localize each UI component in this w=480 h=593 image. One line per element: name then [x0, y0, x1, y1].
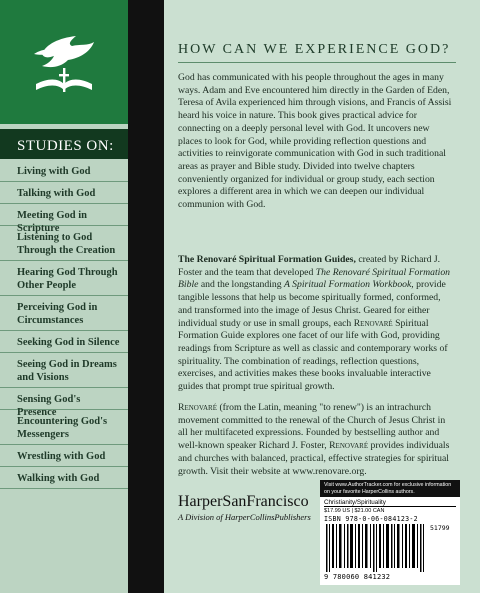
barcode-box [320, 497, 460, 585]
study-item: Living with God [0, 160, 128, 182]
barcode-icon [326, 524, 426, 572]
study-item: Meeting God in Scripture [0, 204, 128, 226]
publisher-name: HarperSanFrancisco [178, 493, 309, 510]
barcode-number: 9 780060 841232 [324, 573, 391, 581]
study-item: Walking with God [0, 467, 128, 489]
study-item: Listening to God Through the Creation [0, 226, 128, 261]
book-title-italic: A Spiritual Formation Workbook, [284, 279, 414, 291]
headline-rule [178, 62, 456, 63]
renovare-smallcaps: Renovaré [178, 402, 218, 413]
headline: HOW CAN WE EXPERIENCE GOD? [178, 42, 451, 57]
text-span: provide tangible lessons that help us become spiritually formed, conformed, and transformed into the image of Jesus Christ. Geared for either individual study or use in small groups, each [178, 279, 446, 329]
series-title: The Renovaré Spiritual Formation Guides, [178, 254, 356, 265]
study-item: Wrestling with God [0, 445, 128, 467]
study-item: Seeking God in Silence [0, 331, 128, 353]
left-panel [0, 0, 128, 593]
study-item: Perceiving God in Circumstances [0, 296, 128, 331]
study-item: Encountering God's Messengers [0, 410, 128, 445]
text-span: Spiritual Formation Guide explores one facet of our life with God, providing readings from Scripture as well as classic and contemporary works of spirituality. The combination of readings, reflection questions, exercises, and activities makes these books invaluable interactive guides that prompt true spiritual growth. [178, 317, 448, 393]
study-item: Hearing God Through Other People [0, 261, 128, 296]
renovare-smallcaps: Renovaré [353, 317, 393, 329]
study-item: Seeing God in Dreams and Visions [0, 353, 128, 388]
text-span: (from the Latin, meaning "to renew") is an intrachurch movement committed to the renewal of the Church of Jesus Christ in all her multifaceted expressions. Founded by bestselling author and well-known speaker Richard J. Foster, [178, 402, 446, 452]
studies-heading: STUDIES ON: [0, 129, 128, 159]
studies-list [0, 160, 128, 489]
renovare-paragraph [178, 402, 456, 478]
black-divider-band [128, 0, 164, 593]
authortracker-sticker: Visit www.AuthorTracker.com for exclusive information on your favorite HarperCollins authors. [320, 480, 460, 497]
price-label: $17.99 US | $21.00 CAN [324, 508, 385, 514]
dove-bible-logo-icon [24, 24, 104, 106]
logo-box [0, 0, 128, 124]
study-item: Sensing God's Presence [0, 388, 128, 410]
publisher-subtitle: A Division of HarperCollinsPublishers [178, 512, 311, 522]
category-label: Christianity/Spirituality [324, 499, 456, 507]
series-paragraph [178, 254, 456, 394]
renovare-smallcaps: Renovaré [329, 440, 369, 452]
text-span: and the longstanding [198, 279, 285, 291]
book-title-italic: The Renovaré Spiritual Formation Bible [178, 266, 451, 291]
text-span: provides individuals and churches with balanced, practical, effective strategies for spiritual growth. Visit their website at www.renovare.org. [178, 440, 450, 477]
description-paragraph: God has communicated with his people throughout the ages in many ways. Adam and Eve encountered him directly in the Garden of Eden, Teresa of Avila experienced him through visions, and Francis of Assisi heard his voice in nature. This book gives practical advice for connecting on a deeply personal level with God. It uncovers new places to look for God, while providing reflection questions and activities to reinvigorate communication with God in such traditional areas as prayer and Bible study. Divided into twelve chapters conveniently organized for individual or group study, each section explores a different area in which we can deepen our individual communion with God. [178, 72, 452, 211]
study-item: Talking with God [0, 182, 128, 204]
price-code: 51799 [430, 524, 450, 532]
isbn-label: ISBN 978-0-06-084123-2 [324, 515, 418, 523]
text-span: created by Richard J. Foster and the team that developed [178, 254, 441, 278]
